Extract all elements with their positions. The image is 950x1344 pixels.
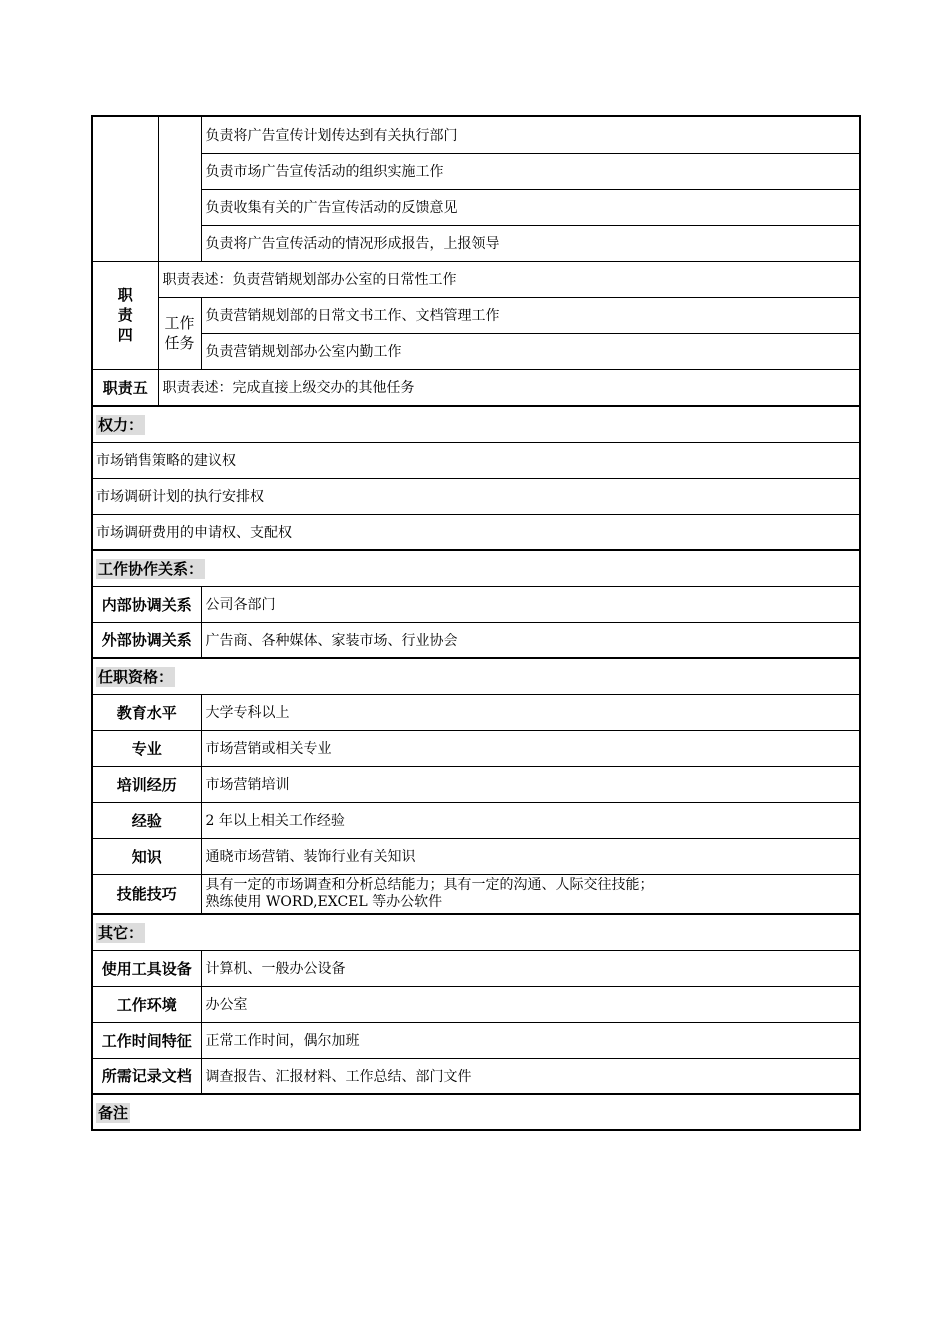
qual-knowledge-value: 通晓市场营销、装饰行业有关知识 [201,838,860,874]
remarks-section [92,1094,860,1130]
relations-internal-label: 内部协调关系 [92,586,201,622]
power-item-3: 市场调研费用的申请权、支配权 [92,514,860,550]
qual-skills-value [201,874,860,914]
qual-skills-line-2: 熟练使用 WORD,EXCEL 等办公软件 [205,893,443,910]
relations-external-value: 广告商、各种媒体、家装市场、行业协会 [201,622,860,658]
qual-education-label: 教育水平 [92,694,201,730]
other-title: 其它： [98,923,144,942]
duty4-label-text: 职 责 四 [117,286,133,344]
qual-knowledge-label: 知识 [92,838,201,874]
qual-training-value: 市场营销培训 [201,766,860,802]
power-section-header [92,406,860,442]
duty-prev-task-1: 负责将广告宣传计划传达到有关执行部门 [201,116,860,153]
other-environment-label: 工作环境 [92,986,201,1022]
relations-title: 工作协作关系： [98,559,204,578]
qual-training-label: 培训经历 [92,766,201,802]
other-environment-value: 办公室 [201,986,860,1022]
other-section-header [92,914,860,950]
power-item-2: 市场调研计划的执行安排权 [92,478,860,514]
qual-experience-label: 经验 [92,802,201,838]
relations-external-label: 外部协调关系 [92,622,201,658]
qualifications-title: 任职资格： [98,667,174,686]
duty4-task-1: 负责营销规划部的日常文书工作、文档管理工作 [201,297,860,333]
duty4-task-2: 负责营销规划部办公室内勤工作 [201,333,860,369]
duty4-statement: 职责表述：负责营销规划部办公室的日常性工作 [158,261,860,297]
other-tools-label: 使用工具设备 [92,950,201,986]
other-records-value: 调查报告、汇报材料、工作总结、部门文件 [201,1058,860,1094]
duty5-label: 职责五 [92,369,158,406]
duty-prev-label-cell [92,116,158,261]
other-tools-value: 计算机、一般办公设备 [201,950,860,986]
job-description-table [91,115,861,1131]
remarks-title: 备注 [98,1103,129,1122]
other-records-label: 所需记录文档 [92,1058,201,1094]
power-item-1: 市场销售策略的建议权 [92,442,860,478]
relations-section-header [92,550,860,586]
qual-major-label: 专业 [92,730,201,766]
power-title: 权力： [98,415,144,434]
duty-prev-task-3: 负责收集有关的广告宣传活动的反馈意见 [201,189,860,225]
job-description-page [91,115,859,1131]
relations-internal-value: 公司各部门 [201,586,860,622]
duty-prev-task-2: 负责市场广告宣传活动的组织实施工作 [201,153,860,189]
other-worktime-label: 工作时间特征 [92,1022,201,1058]
duty-prev-task-4: 负责将广告宣传活动的情况形成报告，上报领导 [201,225,860,261]
duty4-label [92,261,158,369]
qual-major-value: 市场营销或相关专业 [201,730,860,766]
qual-experience-value: 2 年以上相关工作经验 [201,802,860,838]
duty4-task-label [158,297,201,369]
duty5-statement: 职责表述：完成直接上级交办的其他任务 [158,369,860,406]
qual-skills-label: 技能技巧 [92,874,201,914]
duty-prev-task-label-cell [158,116,201,261]
qual-education-value: 大学专科以上 [201,694,860,730]
qual-skills-line-1: 具有一定的市场调查和分析总结能力；具有一定的沟通、人际交往技能； [205,876,654,893]
qualifications-section-header [92,658,860,694]
other-worktime-value: 正常工作时间，偶尔加班 [201,1022,860,1058]
duty4-task-label-text: 工作 任务 [164,314,195,352]
